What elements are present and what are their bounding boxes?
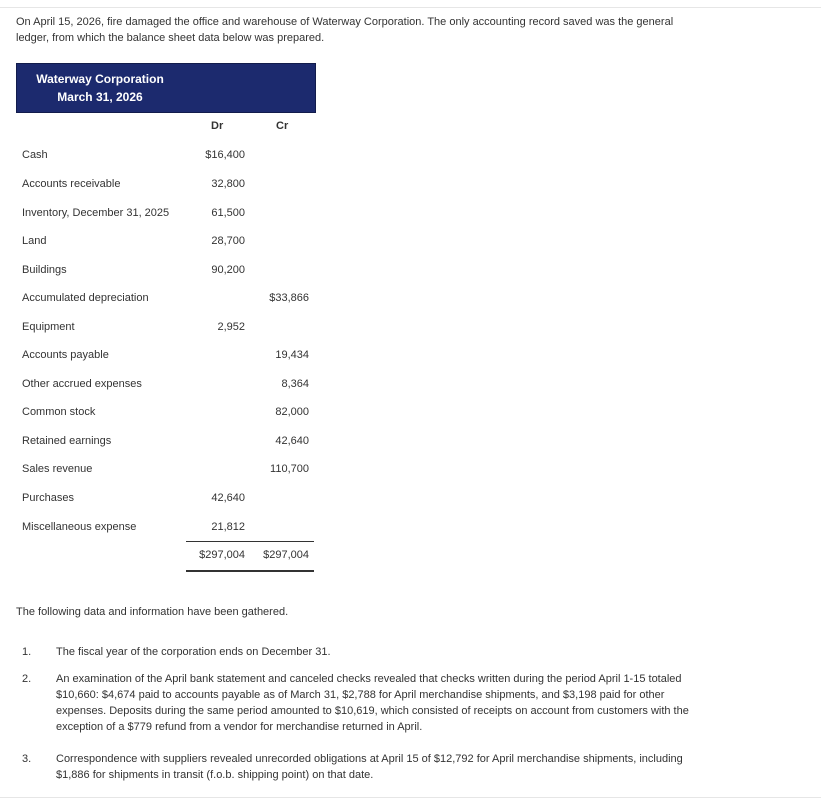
item-text: The fiscal year of the corporation ends on December 31. [56,646,331,658]
account-name: Accumulated depreciation [22,292,149,304]
debit-amount: $16,400 [205,149,245,161]
ledger-row [22,319,314,335]
account-name: Cash [22,149,48,161]
ledger-row [22,376,314,392]
account-name: Buildings [22,264,67,276]
top-divider [0,0,821,8]
debit-amount: 2,952 [217,321,245,333]
account-name: Equipment [22,321,75,333]
credit-amount: $33,866 [269,292,309,304]
ledger-row [22,147,314,163]
item-text: Correspondence with suppliers revealed unrecorded obligations at April 15 of $12,792 for April merchandise shipments, including $1,886 for shipments in transit (f.o.b. shipping point) on that date. [56,753,683,781]
item-number: 3. [22,753,32,765]
ledger-row [22,461,314,477]
ledger-row [22,262,314,278]
credit-amount: 19,434 [275,349,309,361]
account-name: Purchases [22,492,74,504]
intro-text: On April 15, 2026, fire damaged the office and warehouse of Waterway Corporation. The only accounting record saved was the general ledger, from which the balance sheet data below was prepared. [16,16,674,44]
ledger-row [22,404,314,420]
debit-amount: 32,800 [211,178,245,190]
debit-amount: 21,812 [211,521,245,533]
account-name: Accounts receivable [22,178,121,190]
credit-amount: 110,700 [270,463,309,475]
ledger-row [22,290,314,306]
double-total-rule [186,570,314,572]
debit-amount: 42,640 [211,492,245,504]
ledger-row [22,233,314,249]
debit-column-header: Dr [211,120,224,132]
account-name: Miscellaneous expense [22,521,137,533]
gathered-text: The following data and information have been gathered. [16,606,289,618]
credit-amount: 42,640 [275,435,309,447]
credit-amount: 8,364 [281,378,309,390]
item-text: An examination of the April bank statement and canceled checks revealed that checks written during the period April 1-15 totaled $10,660: $4,674 paid to accounts payable as of March 31, $2,788 for April merchandise shipments, and $3,198 paid for other expenses. Deposits during the same period amounted to $10,619, which consisted of receipts on account from customers with the exception of a $779 refund from a vendor for merchandise returned in April. [56,673,689,733]
total-rule [186,541,314,542]
trial-balance-header [16,63,316,113]
debit-amount: 90,200 [211,264,245,276]
bottom-divider [0,797,821,798]
debit-total: $297,004 [199,549,245,561]
debit-amount: 28,700 [211,235,245,247]
account-name: Other accrued expenses [22,378,142,390]
credit-amount: 82,000 [275,406,309,418]
debit-amount: 61,500 [211,207,245,219]
ledger-row [22,176,314,192]
ledger-row [22,433,314,449]
item-number: 1. [22,646,32,658]
account-name: Inventory, December 31, 2025 [22,207,170,219]
statement-date: March 31, 2026 [57,90,143,104]
account-name: Land [22,235,47,247]
ledger-row [22,347,314,363]
item-number: 2. [22,673,32,685]
account-name: Retained earnings [22,435,112,447]
ledger-row [22,490,314,506]
credit-total: $297,004 [263,549,309,561]
account-name: Sales revenue [22,463,93,475]
credit-column-header: Cr [276,120,289,132]
account-name: Accounts payable [22,349,109,361]
ledger-row [22,205,314,221]
account-name: Common stock [22,406,96,418]
company-name: Waterway Corporation [36,72,164,86]
ledger-row [22,519,314,535]
